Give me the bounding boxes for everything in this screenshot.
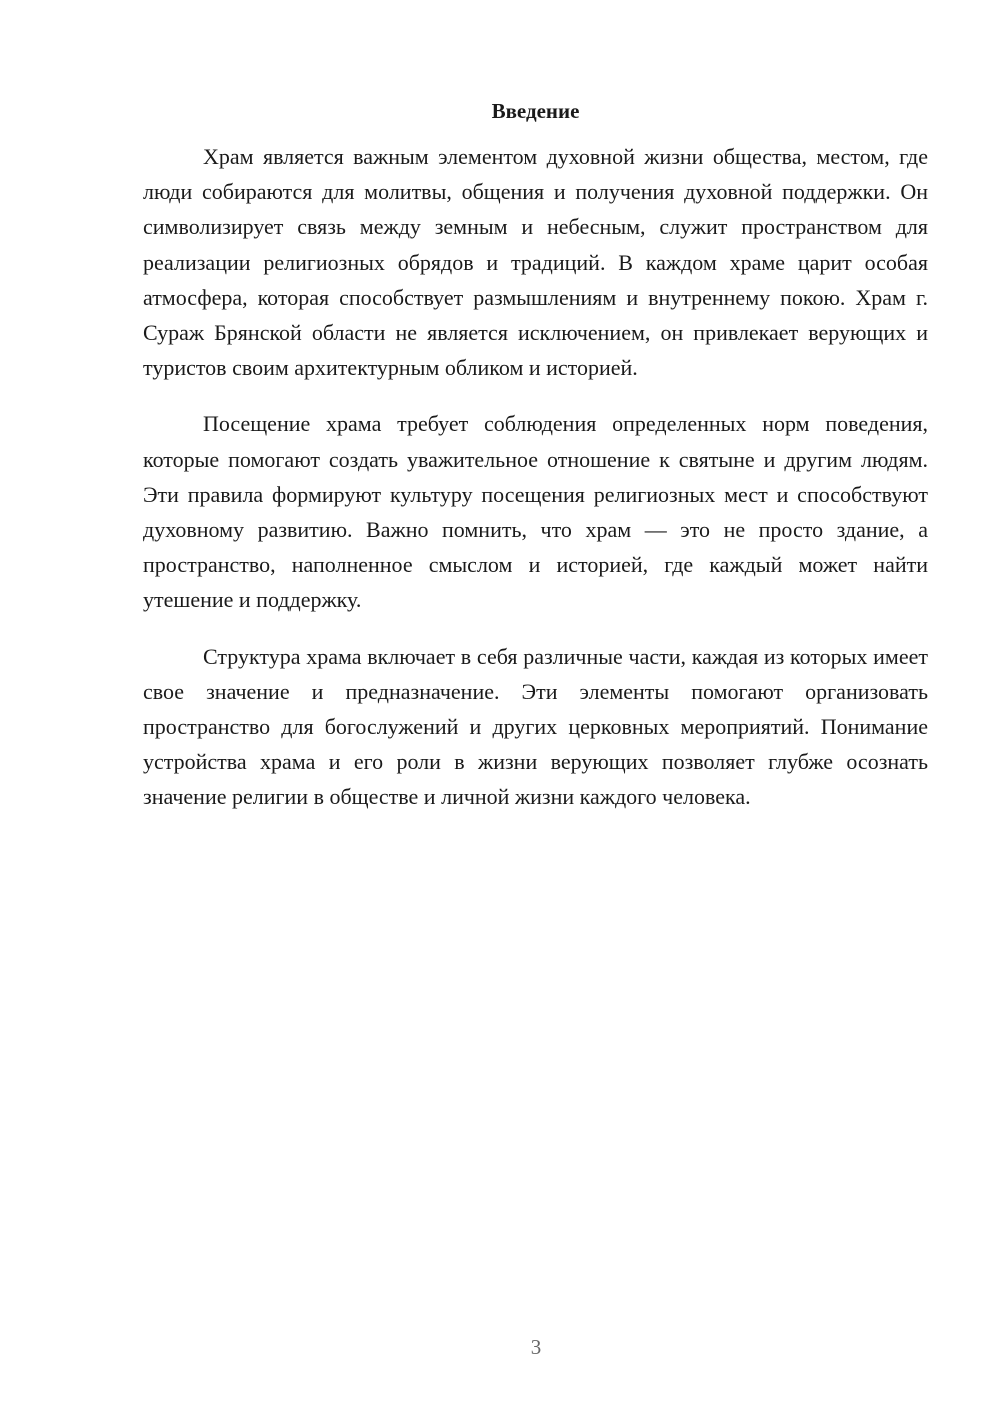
- page-number: 3: [530, 1335, 542, 1359]
- paragraph-2: Посещение храма требует соблюдения определенных норм поведения, которые помогают создать уважительное отношение к святыне и другим людям. Эти правила формируют культуру посещения религиозных мест и способствуют духовному развитию. Важно помнить, что храм — это не просто здание, а пространство, наполненное смыслом и историей, где каждый может найти утешение и поддержку.: [143, 411, 928, 613]
- paragraph-3: Структура храма включает в себя различные части, каждая из которых имеет свое значение и предназначение. Эти элементы помогают организовать пространство для богослужений и других церковных мероприятий. Понимание устройства храма и его роли в жизни верующих позволяет глубже осознать значение религии в обществе и личной жизни каждого человека.: [143, 643, 928, 810]
- document-body: [143, 97, 928, 836]
- paragraph-1: Храм является важным элементом духовной жизни общества, местом, где люди собираются для молитвы, общения и получения духовной поддержки. Он символизирует связь между земным и небесным, служит пространством для реализации религиозных обрядов и традиций. В каждом храме царит особая атмосфера, которая способствует размышлениям и внутреннему покою. Храм г. Сураж Брянской области не является исключением, он привлекает верующих и туристов своим архитектурным обликом и историей.: [143, 144, 928, 381]
- section-heading: Введение: [491, 99, 580, 123]
